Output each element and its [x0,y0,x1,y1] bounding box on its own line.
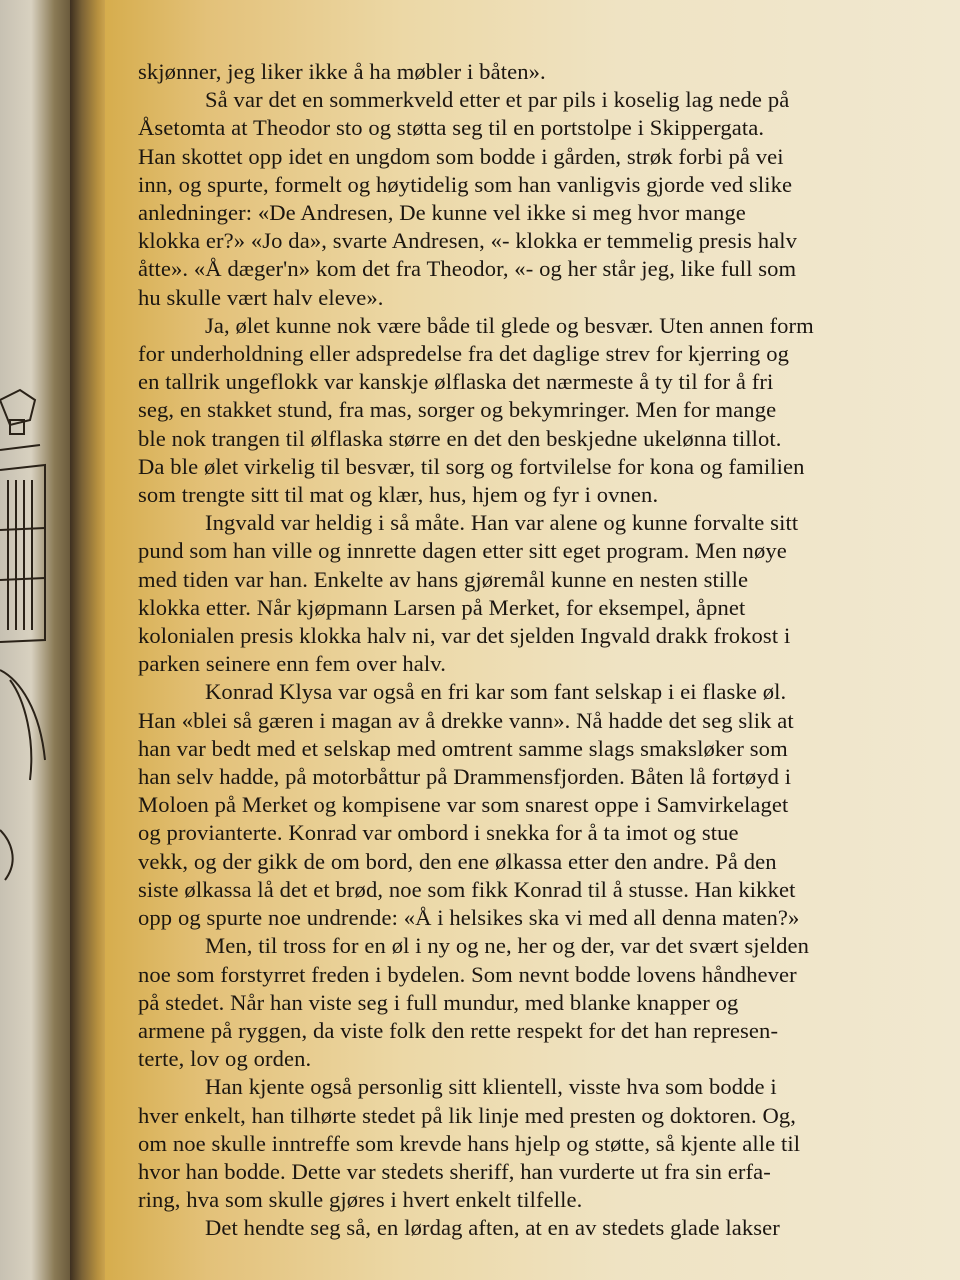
text-line: seg, en stakket stund, fra mas, sorger og bekymringer. Men for mange [138,397,777,423]
text-line: Det hendte seg så, en lørdag aften, at en av stedets glade lakser [205,1215,780,1241]
text-line: om noe skulle inntreffe som krevde hans hjelp og støtte, så kjente alle til [138,1130,801,1156]
text-line: Men, til tross for en øl i ny og ne, her og der, var det svært sjelden [205,933,810,959]
paragraph [138,509,910,678]
text-line: skjønner, jeg liker ikke å ha møbler i båten». [138,59,546,84]
text-line: ble nok trangen til ølflaska større en det den beskjedne ukelønna tillot. [138,425,782,451]
text-line: han var bedt med et selskap med omtrent samme slags smaksløker som [138,735,788,761]
text-line: terte, lov og orden. [138,1046,312,1072]
paragraph [138,678,910,932]
text-line: Han kjente også personlig sitt klientell, visste hva som bodde i [205,1074,777,1100]
paragraph [138,932,910,1073]
text-line: Ja, ølet kunne nok være både til glede og besvær. Uten annen form [205,312,814,338]
text-line: åtte». «Å dæger'n» kom det fra Theodor, «- og her står jeg, like full som [138,256,797,282]
text-line: for underholdning eller adspredelse fra det daglige strev for kjerring og [138,341,789,367]
text-line: kolonialen presis klokka halv ni, var det sjelden Ingvald drakk frokost i [138,623,791,649]
text-line: Konrad Klysa var også en fri kar som fant selskap i ei flaske øl. [205,679,787,705]
text-line: hu skulle vært halv eleve». [138,284,384,310]
text-line: anledninger: «De Andresen, De kunne vel ikke si meg hvor mange [138,200,746,226]
text-line: Åsetomta at Theodor sto og støtta seg til en portstolpe i Skippergata. [138,115,765,141]
text-line: Han skottet opp idet en ungdom som bodde i gården, strøk forbi på vei [138,143,784,169]
page-text [138,58,910,1243]
text-line: klokka er?» «Jo da», svarte Andresen, «- klokka er temmelig presis halv [138,228,797,254]
text-line: og provianterte. Konrad var ombord i snekka for å ta imot og stue [138,820,739,846]
facing-page-illustration [0,380,60,940]
paragraph [138,1073,910,1214]
text-line: Da ble ølet virkelig til besvær, til sorg og fortvilelse for kona og familien [138,453,805,479]
text-line: Ingvald var heldig i så måte. Han var alene og kunne forvalte sitt [205,510,799,536]
text-line: en tallrik ungeflokk var kanskje ølflaska det nærmeste å ty til for å fri [138,369,774,395]
text-line: opp og spurte noe undrende: «Å i helsikes ska vi med all denna maten?» [138,905,800,931]
text-line: noe som forstyrret freden i bydelen. Som nevnt bodde lovens håndhever [138,961,797,987]
paragraph [138,86,910,312]
text-line: hver enkelt, han tilhørte stedet på lik linje med presten og doktoren. Og, [138,1102,797,1128]
text-line: han selv hadde, på motorbåttur på Drammensfjorden. Båten lå fortøyd i [138,764,792,790]
paragraph [138,312,910,509]
text-line: hvor han bodde. Dette var stedets sheriff, han vurderte ut fra sin erfa- [138,1158,771,1184]
paragraph [138,58,910,86]
text-line: Moloen på Merket og kompisene var som snarest oppe i Samvirkelaget [138,792,789,818]
text-line: inn, og spurte, formelt og høytidelig som han vanligvis gjorde ved slike [138,171,793,197]
text-line: på stedet. Når han viste seg i full mundur, med blanke knapper og [138,989,739,1015]
text-line: vekk, og der gikk de om bord, den ene ølkassa etter den andre. På den [138,848,777,874]
text-line: armene på ryggen, da viste folk den rette respekt for det han represen- [138,1017,779,1043]
text-line: klokka etter. Når kjøpmann Larsen på Merket, for eksempel, åpnet [138,594,746,620]
text-line: siste ølkassa lå det et brød, noe som fikk Konrad til å stusse. Han kikket [138,876,796,902]
facing-page-edge [0,0,78,1280]
paragraph [138,1214,910,1242]
book-gutter [70,0,110,1280]
text-line: som trengte sitt til mat og klær, hus, hjem og fyr i ovnen. [138,482,659,508]
text-line: med tiden var han. Enkelte av hans gjøremål kunne en nesten stille [138,566,749,592]
text-line: Så var det en sommerkveld etter et par pils i koselig lag nede på [205,87,790,113]
text-line: ring, hva som skulle gjøres i hvert enkelt tilfelle. [138,1187,583,1213]
text-line: parken seinere enn fem over halv. [138,651,446,677]
text-line: pund som han ville og innrette dagen etter sitt eget program. Men nøye [138,538,787,564]
text-line: Han «blei så gæren i magan av å drekke vann». Nå hadde det seg slik at [138,707,794,733]
